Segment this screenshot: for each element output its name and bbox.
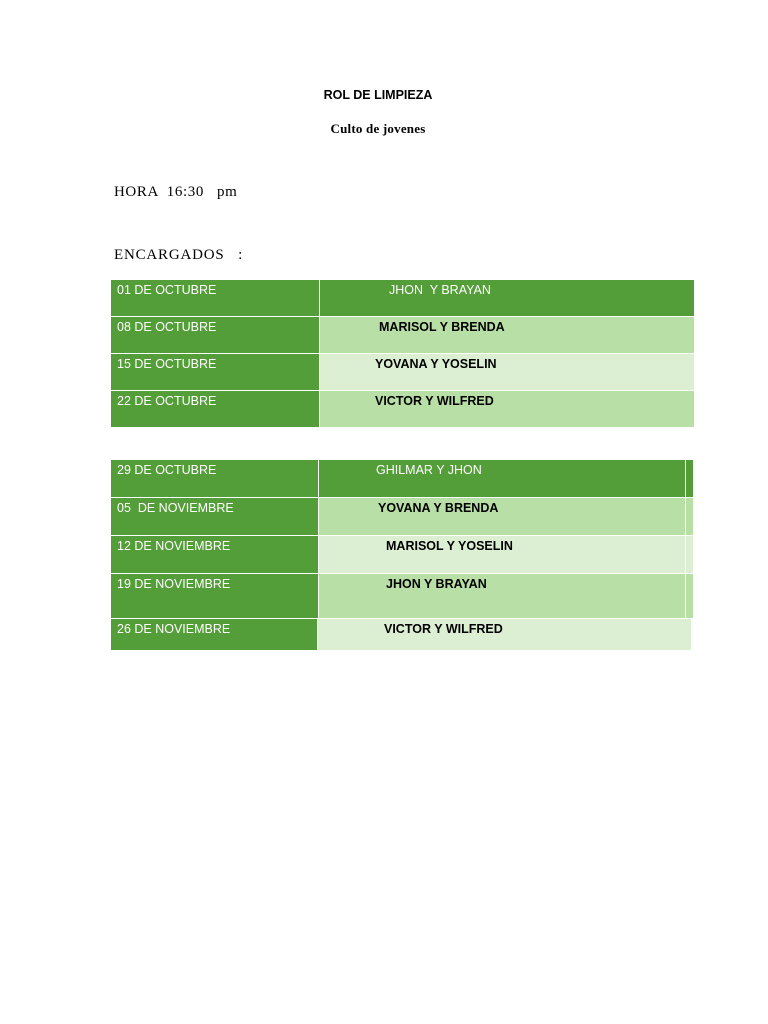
encargados-heading: ENCARGADOS :	[114, 247, 244, 263]
table-edge-cell	[685, 574, 693, 619]
names-cell: MARISOL Y YOSELIN	[319, 536, 685, 574]
date-cell: 15 DE OCTUBRE	[111, 354, 320, 391]
names-cell: VICTOR Y WILFRED	[320, 391, 694, 427]
table-row	[111, 280, 694, 317]
table-row	[111, 574, 693, 619]
date-cell: 19 DE NOVIEMBRE	[111, 574, 319, 619]
table-row	[111, 498, 693, 536]
names-cell: YOVANA Y YOSELIN	[320, 354, 694, 391]
date-cell: 26 DE NOVIEMBRE	[111, 619, 318, 650]
names-cell: GHILMAR Y JHON	[319, 460, 685, 498]
schedule-table-october	[111, 280, 694, 427]
date-cell: 12 DE NOVIEMBRE	[111, 536, 319, 574]
table-row	[111, 536, 693, 574]
names-cell: YOVANA Y BRENDA	[319, 498, 685, 536]
date-cell: 08 DE OCTUBRE	[111, 317, 320, 354]
document-subtitle: Culto de jovenes	[330, 121, 426, 136]
names-cell: JHON Y BRAYAN	[319, 574, 685, 619]
date-cell: 05 DE NOVIEMBRE	[111, 498, 319, 536]
table-row	[111, 619, 693, 650]
names-cell: MARISOL Y BRENDA	[320, 317, 694, 354]
table-edge-cell	[685, 498, 693, 536]
table-edge-cell	[685, 536, 693, 574]
table-row	[111, 460, 693, 498]
table-row	[111, 354, 694, 391]
table-row	[111, 391, 694, 427]
names-cell: JHON Y BRAYAN	[320, 280, 694, 317]
document-title: ROL DE LIMPIEZA	[323, 88, 433, 102]
names-cell: VICTOR Y WILFRED	[318, 619, 691, 650]
date-cell: 29 DE OCTUBRE	[111, 460, 319, 498]
schedule-time: HORA 16:30 pm	[114, 184, 238, 200]
schedule-table-november	[111, 460, 693, 650]
date-cell: 22 DE OCTUBRE	[111, 391, 320, 427]
date-cell: 01 DE OCTUBRE	[111, 280, 320, 317]
table-edge-cell	[685, 460, 693, 498]
table-row	[111, 317, 694, 354]
